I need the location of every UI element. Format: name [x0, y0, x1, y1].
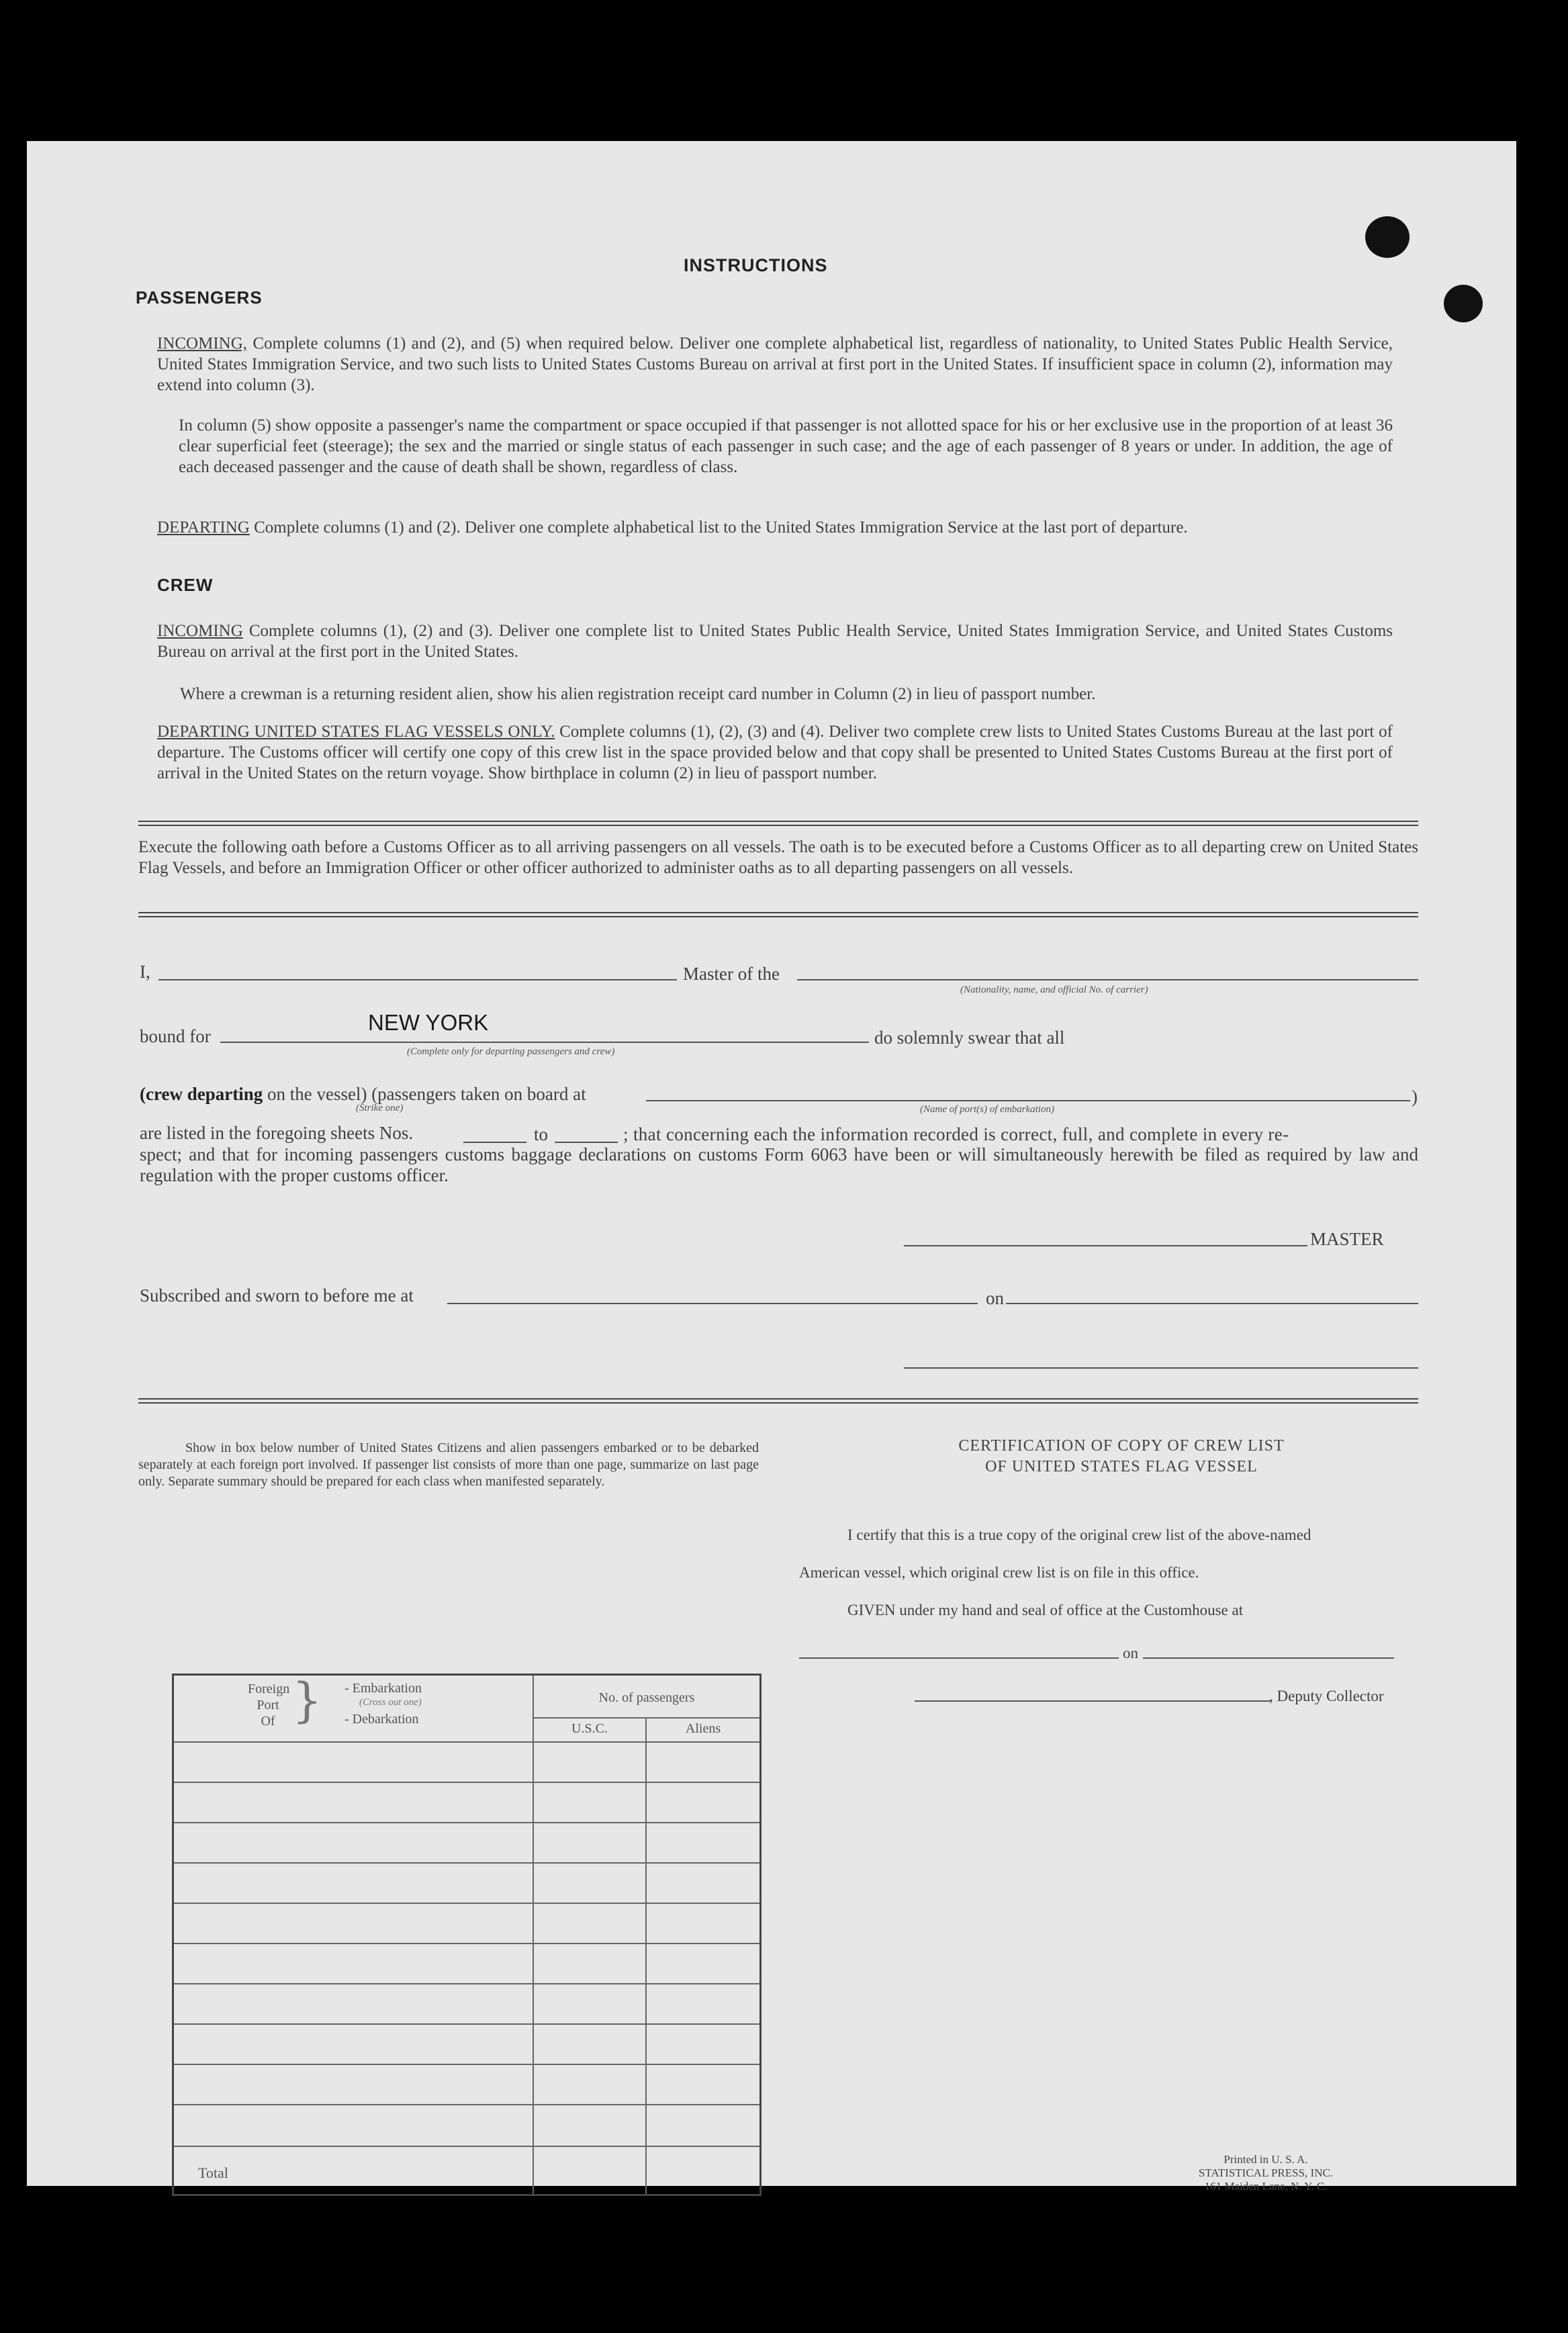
sheets-to: to [534, 1124, 549, 1144]
given-line: GIVEN under my hand and seal of office at the Customhouse at [847, 1602, 1244, 1618]
oath-vessel-line [140, 1084, 586, 1105]
crew-departing-text: Complete columns (1), (2), (3) and (4). Deliver two complete crew lists to United States Customs Bureau at the last port of departure. The Customs officer will certify one copy of this crew list in the space provided below and that copy shall be presented to United States Customs Bureau at the first port of arrival in the United States on the return voyage. Show birthplace in column (2) in lieu of passport number. [157, 723, 1393, 782]
crew-departing-paragraph [157, 721, 1393, 784]
certify-line2: American vessel, which original crew list is on file in this office. [799, 1564, 1199, 1581]
subscribed-text: Subscribed and sworn to before me at [140, 1285, 414, 1306]
table-row [174, 1782, 759, 1783]
brace-icon: } [292, 1673, 322, 1728]
certification-date-field[interactable] [1143, 1657, 1394, 1659]
table-row [174, 2146, 759, 2147]
certify-line1: I certify that this is a true copy of the original crew list of the above-named [847, 1526, 1311, 1543]
certification-title-line2: OF UNITED STATES FLAG VESSEL [985, 1458, 1258, 1475]
passengers-departing-label: DEPARTING [157, 518, 250, 537]
port-hint: (Name of port(s) of embarkation) [920, 1104, 1054, 1115]
cross-out-hint: (Cross out one) [359, 1697, 422, 1708]
of-word: Of [261, 1714, 275, 1729]
aliens-header: Aliens [685, 1721, 721, 1736]
document-page [27, 141, 1516, 2193]
table-row [174, 1903, 759, 1904]
destination-field[interactable] [220, 1042, 869, 1043]
certification-on: on [1123, 1645, 1138, 1661]
carrier-field[interactable] [797, 979, 1418, 980]
passengers-heading: PASSENGERS [136, 287, 263, 308]
table-row [174, 2064, 759, 2065]
sheets-suffix: ; that concerning each the information recorded is correct, full, and complete in every re- [623, 1124, 1289, 1144]
port-word: Port [257, 1698, 279, 1712]
on-vessel-text: on the vessel) [263, 1084, 367, 1104]
header-split [533, 1717, 759, 1719]
sheets-prefix: are listed in the foregoing sheets Nos. [140, 1123, 414, 1143]
divider [138, 821, 1418, 826]
oath-master-of-the: Master of the [683, 964, 780, 984]
table-row [174, 1983, 759, 1984]
divider [138, 912, 1418, 917]
oath-close-paren: ) [1412, 1087, 1418, 1107]
passengers-column5-paragraph: In column (5) show opposite a passenger's name the compartment or space occupied if that passenger is not allotted space for his or her exclusive use in the proportion of at least 36 clear superficial feet (steerage); the sex and the married or single status of each passenger in such case; and the age of each passenger of 8 years or under. In addition, the age of each deceased passenger and the cause of death shall be shown, regardless of class. [179, 416, 1393, 476]
certification-title [826, 1436, 1417, 1477]
divider [138, 1398, 1418, 1404]
nationality-hint: (Nationality, name, and official No. of carrier) [960, 985, 1148, 995]
printer-imprint [1155, 2153, 1377, 2193]
debarkation-label: - Debarkation [344, 1712, 419, 1727]
sheet-to-field[interactable] [555, 1142, 618, 1143]
oath-instructions: Execute the following oath before a Customs Officer as to all arriving passengers on all vessels. The oath is to be executed before a Customs Officer as to all departing crew on United States Flag Vessels, and before an Immigration Officer or other officer authorized to administer oaths as to all departing passengers on all vessels. [138, 838, 1418, 877]
printer-line3: 161 Maiden Lane, N. Y. C. [1204, 2180, 1328, 2193]
certification-title-line1: CERTIFICATION OF COPY OF CREW LIST [958, 1437, 1285, 1455]
deputy-signature-field[interactable] [915, 1700, 1271, 1702]
passengers-incoming-text: Complete columns (1) and (2), and (5) when required below. Deliver one complete alphabetical list, regardless of nationality, to United States Public Health Service, United States Immigration Service, and two such lists to United States Customs Bureau on arrival at first port in the United States. If insufficient space in column (2), information may extend into column (3). [157, 334, 1393, 394]
destination-value: NEW YORK [368, 1010, 489, 1035]
crew-incoming-label: INCOMING [157, 622, 243, 640]
sheet-from-field[interactable] [463, 1142, 526, 1143]
crew-incoming-text: Complete columns (1), (2) and (3). Deliver one complete list to United States Public Health Service, United States Immigration Service, and United States Customs Bureau on arrival at the first port in the United States. [157, 622, 1393, 661]
foreign-word: Foreign [248, 1682, 290, 1696]
col-divider [645, 1717, 647, 2194]
sworn-date-field[interactable] [1006, 1303, 1418, 1304]
passengers-departing-text: Complete columns (1) and (2). Deliver one complete alphabetical list to the United States Immigration Service at the last port of departure. [254, 518, 1188, 537]
master-signature-field[interactable] [904, 1245, 1335, 1246]
printer-line2: STATISTICAL PRESS, INC. [1198, 2166, 1334, 2179]
passenger-summary-table [172, 1674, 762, 2196]
passengers-incoming-label: INCOMING, [157, 334, 248, 353]
embarkation-label: - Embarkation [344, 1681, 422, 1696]
embarkation-port-field[interactable] [646, 1100, 1410, 1101]
crew-departing-option[interactable]: (crew departing [140, 1084, 263, 1104]
crew-departing-label: DEPARTING UNITED STATES FLAG VESSELS ONLY. [157, 723, 555, 741]
customhouse-field[interactable] [799, 1657, 1119, 1659]
oath-swear: do solemnly swear that all [874, 1027, 1065, 1048]
sheets-continuation: spect; and that for incoming passengers customs baggage declarations on customs Form 6063 have been or will simultaneously herewith be filed as required by law and regulation with the proper customs officer. [140, 1144, 1418, 1185]
table-row [174, 1862, 759, 1864]
table-row [174, 1822, 759, 1823]
header-bottom [174, 1741, 759, 1743]
ink-blot [1444, 285, 1483, 322]
passengers-option[interactable]: (passengers taken on board at [371, 1084, 586, 1104]
ink-blot [1365, 216, 1410, 258]
col-divider [533, 1676, 534, 2194]
oath-i-label: I, [140, 962, 150, 982]
summary-instructions: Show in box below number of United States Citizens and alien passengers embarked or to be debarked separately at each foreign port involved. If passenger list consists of more than one page, summarize on last page only. Separate summary should be prepared for each class when manifested separately. [138, 1440, 759, 1489]
complete-hint: (Complete only for departing passengers and crew) [407, 1046, 615, 1057]
table-row [174, 2023, 759, 2025]
crew-heading: CREW [157, 575, 214, 595]
sworn-place-field[interactable] [447, 1303, 978, 1304]
passengers-incoming-paragraph [157, 333, 1393, 396]
page-title: INSTRUCTIONS [684, 255, 828, 275]
total-label: Total [198, 2164, 228, 2181]
usc-header: U.S.C. [571, 1721, 608, 1736]
foreign-port-label [248, 1681, 288, 1729]
sworn-on: on [986, 1288, 1004, 1308]
table-row [174, 1943, 759, 1944]
printer-line1: Printed in U. S. A. [1224, 2153, 1308, 2166]
no-passengers-header: No. of passengers [598, 1690, 695, 1705]
master-name-field[interactable] [158, 979, 677, 980]
deputy-collector-label: , Deputy Collector [1269, 1688, 1384, 1704]
crew-incoming-paragraph [157, 621, 1393, 662]
crew-resident-paragraph: Where a crewman is a returning resident alien, show his alien registration receipt card number in Column (2) in lieu of passport number. [180, 685, 1096, 703]
officer-signature-field[interactable] [904, 1367, 1418, 1369]
passengers-departing-paragraph [157, 517, 1393, 538]
oath-bound-for: bound for [140, 1026, 211, 1046]
table-row [174, 2104, 759, 2105]
strike-hint: (Strike one) [356, 1103, 404, 1113]
sheets-line [140, 1123, 413, 1144]
master-label: MASTER [1307, 1229, 1384, 1250]
